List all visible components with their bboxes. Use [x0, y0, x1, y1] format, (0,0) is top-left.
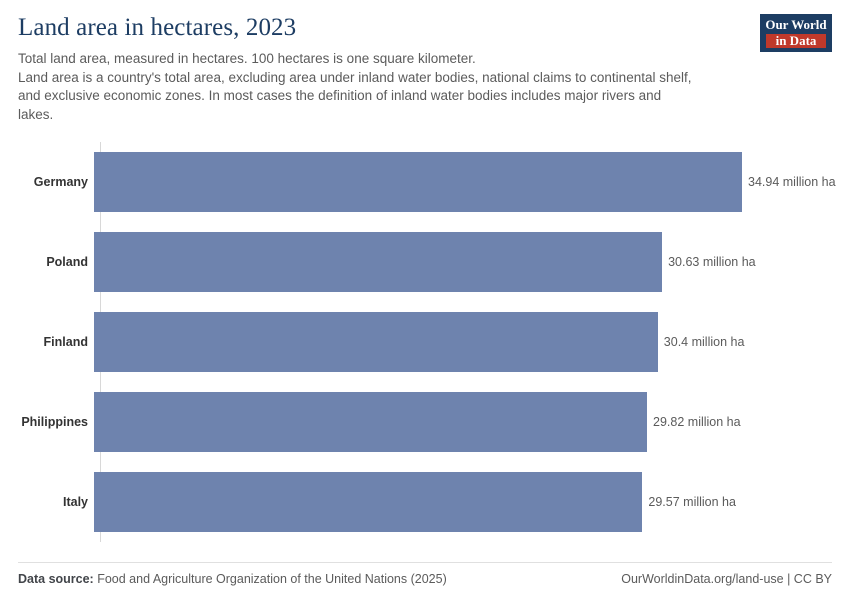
subtitle-line: Total land area, measured in hectares. 100 hectares is one square kilometer. [18, 51, 476, 66]
chart-subtitle [18, 50, 758, 124]
bar-rows [18, 142, 836, 542]
subtitle-line: Land area is a country's total area, excluding area under inland water bodies, national claims to continental shelf, [18, 69, 692, 85]
bar-category-label: Poland [46, 255, 88, 269]
subtitle-line: and exclusive economic zones. In most cases the definition of inland water bodies includes major rivers and [18, 88, 662, 103]
bar-category-label: Philippines [21, 415, 88, 429]
subtitle-line: lakes. [18, 106, 54, 122]
chart-footer [18, 562, 832, 586]
bar-category-label: Italy [62, 495, 88, 509]
footer-link[interactable] [621, 572, 832, 586]
bar[interactable] [94, 312, 658, 372]
data-source [18, 572, 447, 586]
data-source-text: Food and Agriculture Organization of the United Nations (2025) [97, 572, 447, 586]
bar-value-label: 29.82 million ha [653, 415, 741, 429]
bar-row [18, 222, 832, 302]
bar-track [94, 302, 832, 382]
footer-link-text: OurWorldinData.org/land-use | CC BY [621, 572, 832, 586]
bar-track [94, 462, 832, 542]
bar-track [94, 142, 836, 222]
bar-track [94, 222, 832, 302]
bar-chart [18, 142, 836, 542]
bar[interactable] [94, 392, 647, 452]
bar-row [18, 462, 832, 542]
bar-category-label: Germany [33, 175, 88, 189]
logo-line-2: in Data [766, 34, 826, 48]
page-title: Land area in hectares, 2023 [18, 14, 297, 41]
owid-logo[interactable] [760, 14, 832, 52]
bar[interactable] [94, 152, 742, 212]
bar[interactable] [94, 232, 662, 292]
bar-value-label: 30.63 million ha [668, 255, 756, 269]
data-source-label: Data source: [18, 572, 94, 586]
bar-value-label: 29.57 million ha [648, 495, 736, 509]
bar-category-label: Finland [43, 335, 88, 349]
bar[interactable] [94, 472, 642, 532]
logo-line-1: Our World [765, 17, 827, 32]
bar-value-label: 30.4 million ha [663, 335, 745, 349]
bar-row [18, 302, 832, 382]
bar-track [94, 382, 832, 462]
bar-value-label: 34.94 million ha [748, 175, 836, 189]
bar-row [18, 382, 832, 462]
bar-row [18, 142, 836, 222]
